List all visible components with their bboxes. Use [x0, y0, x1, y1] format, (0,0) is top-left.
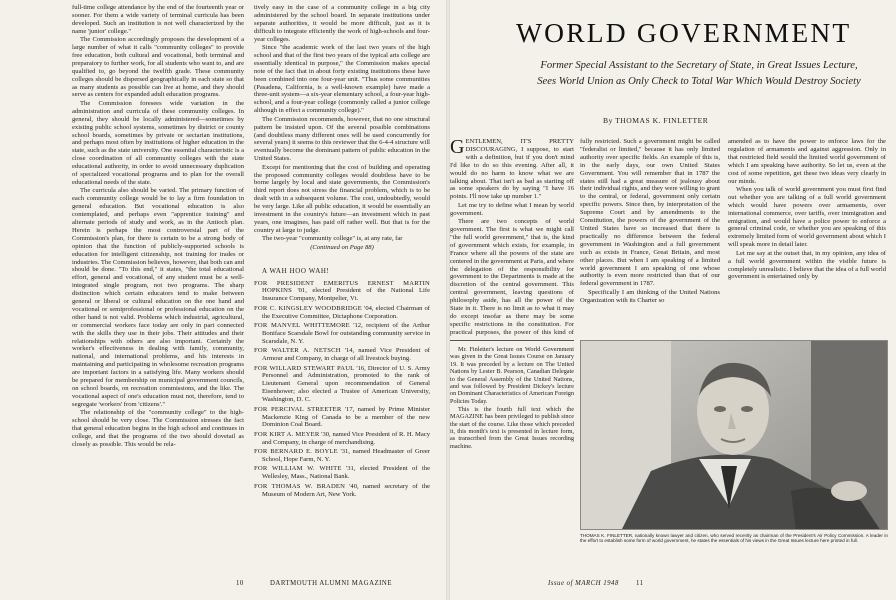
- paragraph: full-time college attendance by the end of the fourteenth year or sooner. For them a wide variety of terminal curricula has been developed. Such an institution is not well characterized by the name 'junior' college.": [72, 4, 244, 35]
- paragraph: The curricula also should be varied. The primary function of each community college would be to lay a firm foundation in general education. But vocational education is also contemplated, and perhaps even "apprentice training" and alternate periods of study and work, as in the Antioch plan. Herein is perhaps the most controversial part of the Commission's plan, for there is certain to be a strong body of opinion that the function of publicly-supported schools is education for intelligent citizenship, not training for trades or industries. The Commission believes, however, that both can and should be done. "To this end," it states, "the total educational effort, general and vocational, of any student must be a well-integrated single program, not two programs. The sharp distinction which certain educators tend to make between general or liberal or cultural education on the one hand and vocational or semiprofessional or professional education on the other hand is not valid. Problems which industrial, agricultural, or commercial workers face today are only in part connected with the skills they use in their jobs. Their attitudes and their relationships with others are also important. Certainly the worker's effectiveness in dealing with family, community, national, and international problems, and his interests in maintaining and participating in wholesome recreation programs are important factors in a satisfying life. Many workers should be prepared for membership on municipal government councils, on school boards, on recreation commissions, and the like. The vocational aspect of one's education must not, therefore, tend to segregate 'workers' from 'citizens'.": [72, 187, 244, 408]
- paragraph: Since "the academic work of the last two years of the high school and that of the first two years of the typical arts college are essentially identical in purpose," the Commission makes special note of the fact that in about forty existing institutions these have been combined into one four-year unit. "Thus some communities (Pasadena, California, is a well-known example) have made a three-unit system—a six-year elementary school, a four-year high-school, and a four-year college (commonly called a junior college although in effect a community college).": [254, 44, 430, 115]
- list-item: FOR WALTER A. NETSCH '14, named Vice President of Armour and Company, in charge of all livestock buying.: [254, 347, 430, 363]
- wah-hoo-wah-title: A WAH HOO WAH!: [262, 266, 330, 275]
- list-item: FOR MANVEL WHITTEMORE '12, recipient of the Arthur Boniface Scarsdale Bowl for outstanding community service in Scarsdale, N. Y.: [254, 322, 430, 345]
- magazine-name: DARTMOUTH ALUMNI MAGAZINE: [270, 580, 392, 587]
- right-page-number: 11: [636, 580, 644, 587]
- article-column-3: [728, 138, 886, 336]
- list-item: FOR BERNARD E. BOYLE '31, named Headmaster of Greer School, Hope Farm, N. Y.: [254, 448, 430, 464]
- continued-note: (Continued on Page 88): [310, 243, 374, 251]
- paragraph: tively easy in the case of a community college in a big city administered by the school board. In separate institutions under separate authorities, it would be more difficult, just as it is difficult to integrate efficiently the work of high-schools and four-year colleges.: [254, 4, 430, 43]
- paragraph: When you talk of world government you must first find out whether you are talking of a full world government which would have powers over armaments, over international commerce, over tariffs, over immigration and emigration, and would have a police power to enforce a general criminal code, or whether you are speaking of this extremely limited form of world government about which I will speak more in detail later.: [728, 185, 886, 249]
- paragraph: The two-year "community college" is, at any rate, far: [262, 235, 403, 243]
- wah-hoo-wah-list: [254, 280, 430, 499]
- paragraph: fully restricted. Such a government might be called "federalist or limited," because it has only limited authority over specific fields. An example of this is, in the early days, our own United States Government. You will remember that in 1787 the states still had a great measure of jealousy about their individual rights, and they were willing to grant to the central, or federal, government only certain specific powers. Since then, by interpretation of the Supreme Court and by amendments to the Constitution, the powers of the government of the United States have so increased that there is practically no difference between the federal government in Washington and a full government such as exists in France, Great Britain, and most other places. But when I am speaking of a limited world government I am speaking of one whose authority is even more restricted than that of our federal government in 1787.: [580, 138, 720, 288]
- left-column-2: [254, 4, 430, 574]
- paragraph: Specifically I am thinking of the United Nations Organization with its Charter so: [580, 288, 720, 304]
- list-item: FOR PRESIDENT EMERITUS ERNEST MARTIN HOPKINS '01, elected President of the National Life Insurance Company, Montpelier, Vt.: [254, 279, 430, 303]
- list-item: FOR THOMAS W. BRADEN '40, named secretary of the Museum of Modern Art, New York.: [254, 482, 430, 498]
- paragraph: The Commission accordingly proposes the development of a large number of what it calls "community colleges" to provide free education, both cultural and vocational, both terminal and preparatory to further work, for all students who want to, and are qualified to, go beyond the twelfth grade. These community colleges should be dispersed geographically in each state so that as many students as possible can live at home, and they should serve as centers for expanded adult education programs.: [72, 36, 244, 99]
- drop-cap: G: [450, 138, 465, 158]
- paragraph: The Commission recommends, however, that no one structural pattern be insisted upon. Of the several possible combinations (and doubtless many different ones will be used concurrently for several years) it seems to this reviewer that the 6-4-4 structure will eventually become the dominant pattern of public education in the United States.: [254, 115, 430, 163]
- left-column-1: [72, 4, 244, 574]
- paragraph: Let me try to define what I mean by world government.: [450, 201, 574, 217]
- list-item: FOR C. KINGSLEY WOODBRIDGE '04, elected Chairman of the Executive Committee, Dictaphone Corporation.: [254, 304, 430, 320]
- list-item: FOR WILLARD STEWART PAUL '16, Director of U. S. Army Personnel and Administration, promoted to the rank of Lieutenant General upon recommendation of General Eisenhower; also elected a Trustee of American University, Washington, D. C.: [254, 364, 430, 404]
- paragraph: Except for mentioning that the cost of building and operating the proposed community colleges would doubtless have to be borne largely by local and state governments, the Commission's third report does not stress the financial problem, which is to be dealt with in a subsequent volume. The cost, undoubtedly, would be very large. Like all public education, it would be essentially an investment in the country's future—an investment which in past years, one imagines, has paid off rather well. But that is for the country at large to judge.: [254, 163, 430, 234]
- article-title: WORLD GOVERNMENT: [516, 17, 852, 48]
- paragraph: Let me say at the outset that, in my opinion, any idea of a full world government within the visible future is completely unrealistic. I believe that the idea of a full world government is entertained only by: [728, 249, 886, 281]
- photo-caption: THOMAS K. FINLETTER, nationally known lawyer and citizen, who served recently as chairman of the President's Air Policy Commission. A leader in the effort to establish some form of world government, he states the essentials of his views in the Great Issues lecture here printed in full.: [580, 533, 888, 544]
- article-column-1: [450, 138, 574, 336]
- issue-date: Issue of MARCH 1948: [548, 580, 619, 587]
- author-photo: [580, 340, 888, 530]
- note-divider: [450, 340, 574, 341]
- paragraph: Mr. Finletter's lecture on World Government was given in the Great Issues Course on January 19. It was preceded by a lecture on The United Nations by Lester B. Pearson, Canadian Delegate to the General Assembly of the United Nations, and was followed by President Dickey's lecture on Dominant Characteristics of American Foreign Policies Today.: [450, 346, 574, 405]
- paragraph: There are two concepts of world government. The first is what we might call "the full world government," that is, the kind of government which exists, for example, in France where all the powers of the state are centered in the government at Paris, and where the delegation of the responsibility for government to the Departments is made at the discretion of the central government. This central government, leaving questions of philosophy aside, has all the power of the State in it. There is no limit as to what it may do except insofar as there may be some specific restrictions in the constitution. For practical purposes, the power of this kind of: [450, 218, 574, 336]
- list-item: FOR KIRT A. MEYER '30, named Vice President of R. H. Macy and Company, in charge of merchandising.: [254, 430, 430, 446]
- list-item: FOR PERCIVAL STREETER '17, named by Prime Minister Mackenzie King of Canada to be a member of the new Dominion Coal Board.: [254, 405, 430, 429]
- paragraph: GENTLEMEN, IT'S PRETTY DISCOURAGING, I suppose, to start with a definition, but if you don't mind I'd like to do so this evening. After all, it would do no harm to know what we are talking about. That isn't as bad as starting off as some speakers do by saying "I have 16 points. I'll now take up number 1.": [450, 138, 574, 201]
- editor-note: [450, 346, 574, 546]
- article-column-2: [580, 138, 720, 336]
- paragraph: The Commission foresees wide variation in the administration and curricula of these community colleges. In general, they should be locally administered—sometimes by existing public school systems, sometimes by district or county school boards, sometimes by private or sectarian institutions, and perhaps most often by institutions of higher education in the state, such as the state university. One essential characteristic is a close coordination of all community colleges with the state educational authority, in order to avoid unnecessary duplication of specialized vocational programs and to plan for the overall educational needs of the state.: [72, 99, 244, 186]
- article-subtitle: Former Special Assistant to the Secretary of State, in Great Issues Lecture, Sees World Union as Only Check to Total War Which Would Destroy Society: [537, 60, 861, 87]
- portrait-illustration: [581, 341, 888, 530]
- paragraph: The relationship of the "community college" to the high-school should be very close. The Commission stresses the fact that general education begins in the high school and continues in college, and that the programs of the two should dovetail as closely as possible. This would be rela-: [72, 409, 244, 448]
- article-byline: By THOMAS K. FINLETTER: [603, 116, 709, 125]
- paragraph: This is the fourth full text which the MAGAZINE has been privileged to publish since the start of the course. Like those which preceded it, this month's text is presented in lecture form, as transcribed from the Great Issues recording machine.: [450, 405, 574, 450]
- list-item: FOR WILLIAM W. WHITE '31, elected President of the Wellesley, Mass., National Bank.: [254, 465, 430, 481]
- left-page-number: 10: [236, 580, 244, 587]
- paragraph: amended as to have the power to enforce laws for the regulation of armaments and against aggression. Only in that restricted field would the limited world government of which I am speaking have authority. So let us, even at the cost of some repetition, get these two ideas very clearly in our minds.: [728, 138, 886, 185]
